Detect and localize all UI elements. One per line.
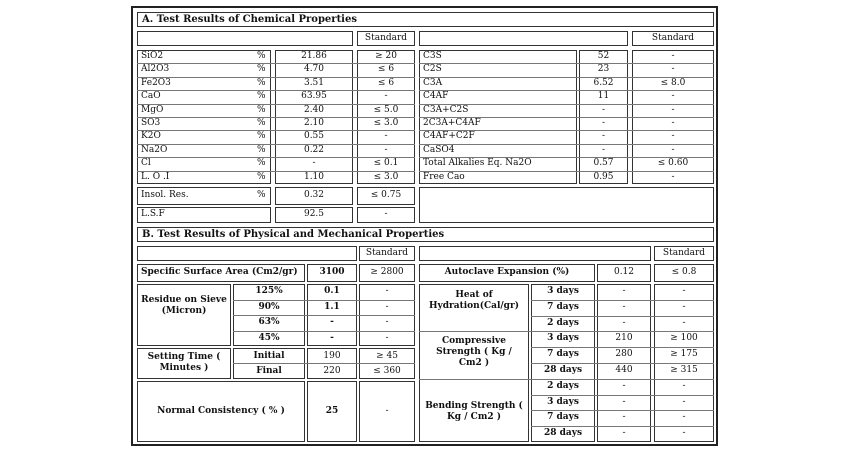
chem-right-value: - <box>601 131 606 141</box>
phys-standard: - <box>682 412 686 422</box>
phys-right-row-line <box>531 300 714 301</box>
chem-value: 21.86 <box>301 51 327 61</box>
chem-unit: % <box>257 131 266 141</box>
chem-right-name: Total Alkalies Eq. Na2O <box>423 158 532 168</box>
chem-unit: % <box>257 158 266 168</box>
chem-right-value: 52 <box>597 51 610 61</box>
chem-unit: % <box>257 64 266 74</box>
chem-right-value: 11 <box>597 91 610 101</box>
surface-label: Specific Surface Area (Cm2/gr) <box>141 267 298 277</box>
phys-standard: - <box>682 397 686 407</box>
chem-value: 2.40 <box>303 105 325 115</box>
chem-name: Na2O <box>141 145 168 155</box>
phys-days: 3 days <box>547 397 579 407</box>
phys-right-row-line <box>531 316 714 317</box>
chem-standard: ≤ 0.75 <box>370 190 402 200</box>
chem-right-standard: - <box>671 131 675 141</box>
chem-right-name: C4AF+C2F <box>423 131 475 141</box>
chem-name: Fe2O3 <box>141 78 171 88</box>
phys-left-standard-header: Standard <box>359 246 415 261</box>
phys-days: 7 days <box>547 412 579 422</box>
phys-value: 280 <box>615 349 633 359</box>
autoclave-standard: ≤ 0.8 <box>671 267 697 277</box>
chem-right-standard: - <box>671 118 675 128</box>
chem-right-standard: - <box>671 145 675 155</box>
chem-right-value: 0.95 <box>593 172 614 182</box>
chem-value: 0.32 <box>303 190 325 200</box>
phys-days: 7 days <box>547 349 579 359</box>
chem-value: - <box>312 158 316 168</box>
chem-name: Cl <box>141 158 151 168</box>
residue-value: 1.1 <box>324 302 340 312</box>
compressive-label: Compressive Strength ( Kg / Cm2 ) <box>436 336 512 368</box>
consistency-standard: - <box>385 406 389 416</box>
chem-unit: % <box>257 51 266 61</box>
chem-unit: % <box>257 190 266 200</box>
phys-value: - <box>622 397 626 407</box>
chem-right-value: 0.57 <box>593 158 614 168</box>
phys-value: 210 <box>615 333 633 343</box>
chem-right-name: C3A <box>423 78 443 88</box>
chem-right-value: - <box>601 145 606 155</box>
chem-standard: - <box>384 209 388 219</box>
chem-right-name: C3S <box>423 51 442 61</box>
phys-days: 3 days <box>547 286 579 296</box>
phys-standard: - <box>682 302 686 312</box>
phys-days: 28 days <box>543 365 583 375</box>
section-a-title: A. Test Results of Chemical Properties <box>137 12 714 27</box>
chem-standard: ≤ 5.0 <box>373 105 399 115</box>
phys-days: 2 days <box>547 381 579 391</box>
phys-value: - <box>622 412 626 422</box>
test-report <box>131 6 718 446</box>
chem-value: 63.95 <box>301 91 327 101</box>
autoclave-label: Autoclave Expansion (%) <box>444 267 570 277</box>
phys-standard: - <box>682 381 686 391</box>
chem-name: K2O <box>141 131 161 141</box>
chem-right-name: C4AF <box>423 91 449 101</box>
setting-standard: ≤ 360 <box>373 366 401 376</box>
residue-standard: - <box>385 317 389 327</box>
autoclave-value: 0.12 <box>613 267 635 277</box>
chem-value: 4.70 <box>303 64 325 74</box>
chem-name: Insol. Res. <box>141 190 189 200</box>
chem-right-value: 6.52 <box>593 78 614 88</box>
phys-days: 7 days <box>547 302 579 312</box>
chem-value: 0.55 <box>303 131 325 141</box>
phys-standard: - <box>682 286 686 296</box>
phys-right-row-line <box>531 347 714 348</box>
residue-standard: - <box>385 302 389 312</box>
chem-right-standard: - <box>671 51 675 61</box>
surface-standard: ≥ 2800 <box>370 267 404 277</box>
residue-size: 45% <box>258 333 280 343</box>
chem-right-header-blank <box>419 31 628 46</box>
phys-right-row-line <box>531 395 714 396</box>
phys-value: - <box>622 302 626 312</box>
phys-value: - <box>622 428 626 438</box>
residue-label: Residue on Sieve (Micron) <box>141 295 227 316</box>
chem-right-standard: - <box>671 91 675 101</box>
chem-standard: ≤ 3.0 <box>373 118 399 128</box>
phys-days: 28 days <box>543 428 583 438</box>
residue-row-line <box>233 315 415 316</box>
phys-right-header-blank <box>419 246 651 261</box>
chem-value: 1.10 <box>303 172 325 182</box>
phys-right-standard-header: Standard <box>654 246 714 261</box>
chem-unit: % <box>257 172 266 182</box>
phys-days: 2 days <box>547 318 579 328</box>
surface-value: 3100 <box>319 267 345 277</box>
chem-name: SiO2 <box>141 51 164 61</box>
chem-standard: ≥ 20 <box>375 51 397 61</box>
chem-right-value: 23 <box>597 64 610 74</box>
chem-name: SO3 <box>141 118 161 128</box>
residue-row-line <box>233 331 415 332</box>
phys-right-row-line <box>531 363 714 364</box>
residue-size: 125% <box>255 286 283 296</box>
chem-standard: - <box>384 145 388 155</box>
setting-label: Setting Time ( Minutes ) <box>147 352 221 373</box>
phys-standard: ≥ 100 <box>670 333 698 343</box>
chem-right-standard: - <box>671 105 675 115</box>
chem-standard: ≤ 6 <box>377 78 395 88</box>
residue-size: 63% <box>258 317 280 327</box>
chem-right-standard: - <box>671 172 675 182</box>
chem-standard: ≤ 0.1 <box>373 158 399 168</box>
chem-unit: % <box>257 105 266 115</box>
phys-standard: - <box>682 428 686 438</box>
chem-unit: % <box>257 91 266 101</box>
setting-standard: ≥ 45 <box>376 351 398 361</box>
chem-name: L. O .I <box>141 172 170 182</box>
phys-right-row-line <box>419 331 714 332</box>
consistency-label: Normal Consistency ( % ) <box>157 406 285 416</box>
residue-row-line <box>233 300 415 301</box>
phys-value: - <box>622 286 626 296</box>
chem-right-name: 2C3A+C4AF <box>423 118 481 128</box>
phys-standard: - <box>682 318 686 328</box>
section-b-title: B. Test Results of Physical and Mechanical Properties <box>137 227 714 242</box>
chem-right-name: CaSO4 <box>423 145 455 155</box>
chem-right-standard-header: Standard <box>632 31 714 46</box>
residue-value: 0.1 <box>324 286 340 296</box>
chem-standard: ≤ 3.0 <box>373 172 399 182</box>
setting-value: 220 <box>323 366 341 376</box>
consistency-value: 25 <box>325 406 339 416</box>
chem-name: CaO <box>141 91 161 101</box>
setting-type: Initial <box>253 351 285 361</box>
chem-right-value: - <box>601 118 606 128</box>
chem-value: 92.5 <box>303 209 325 219</box>
phys-value: - <box>622 381 626 391</box>
bending-label: Bending Strength ( Kg / Cm2 ) <box>425 401 523 422</box>
setting-row-line <box>233 363 415 364</box>
residue-size: 90% <box>258 302 280 312</box>
chem-right-empty-box <box>419 187 714 223</box>
chem-unit: % <box>257 145 266 155</box>
setting-value: 190 <box>323 351 341 361</box>
phys-standard: ≥ 175 <box>670 349 698 359</box>
chem-standard: - <box>384 91 388 101</box>
residue-value: - <box>330 317 334 327</box>
chem-unit: % <box>257 78 266 88</box>
phys-right-row-line <box>419 379 714 380</box>
chem-left-header-blank <box>137 31 353 46</box>
chem-standard: ≤ 6 <box>377 64 395 74</box>
chem-right-value: - <box>601 105 606 115</box>
chem-right-standard: ≤ 0.60 <box>657 158 689 168</box>
chem-right-name: C3A+C2S <box>423 105 469 115</box>
chem-right-name: C2S <box>423 64 442 74</box>
chem-unit: % <box>257 118 266 128</box>
chem-standard: - <box>384 131 388 141</box>
phys-value: 440 <box>615 365 633 375</box>
chem-value: 2.10 <box>303 118 325 128</box>
chem-left-standard-header: Standard <box>357 31 415 46</box>
heat-label: Heat of Hydration(Cal/gr) <box>429 290 519 311</box>
phys-left-header-blank <box>137 246 357 261</box>
setting-type: Final <box>256 366 282 376</box>
phys-days: 3 days <box>547 333 579 343</box>
chem-right-name: Free Cao <box>423 172 465 182</box>
chem-name: MgO <box>141 105 164 115</box>
phys-value: - <box>622 318 626 328</box>
chem-value: 3.51 <box>303 78 325 88</box>
phys-right-row-line <box>531 426 714 427</box>
chem-right-standard: ≤ 8.0 <box>660 78 686 88</box>
residue-standard: - <box>385 286 389 296</box>
residue-value: - <box>330 333 334 343</box>
chem-value: 0.22 <box>303 145 325 155</box>
residue-standard: - <box>385 333 389 343</box>
chem-name: L.S.F <box>141 209 165 219</box>
phys-right-row-line <box>531 410 714 411</box>
chem-right-standard: - <box>671 64 675 74</box>
phys-standard: ≥ 315 <box>670 365 698 375</box>
chem-name: Al2O3 <box>141 64 170 74</box>
